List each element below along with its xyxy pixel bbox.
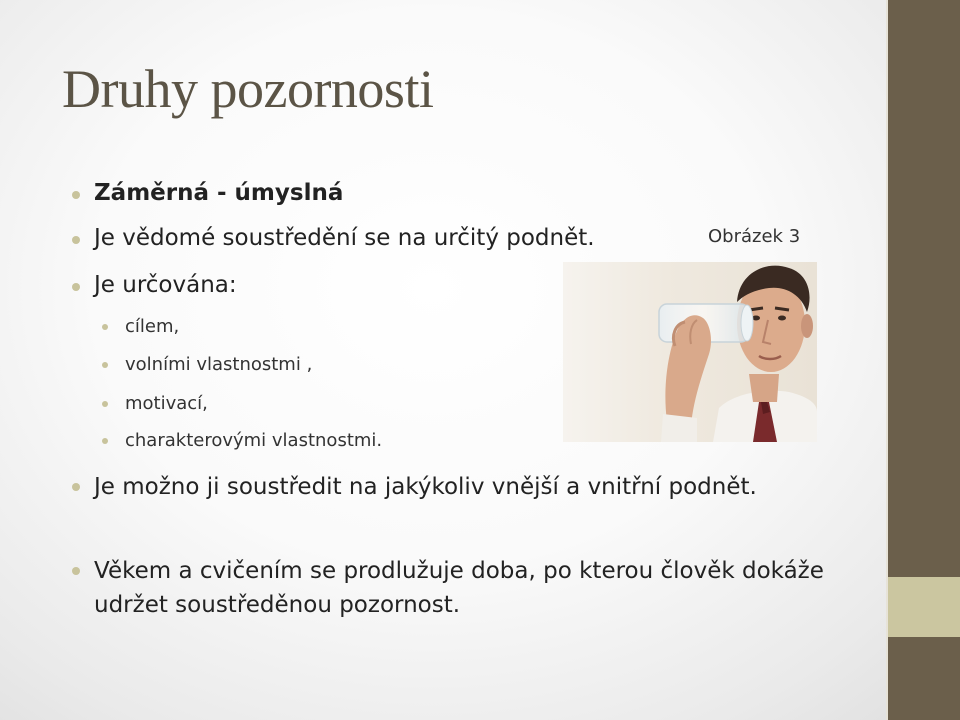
photo-illustration [563, 262, 817, 442]
sub-bullet-text: cílem, [125, 316, 180, 337]
photo-man-with-glass [563, 262, 817, 442]
sub-bullet-text: volními vlastnostmi , [125, 354, 313, 375]
bullet-dot-icon [72, 283, 80, 291]
sub-bullet-dot-icon [102, 401, 108, 407]
bullet-text: Záměrná - úmyslná [94, 180, 344, 206]
bullet-dot-icon [72, 191, 80, 199]
right-band-bottom [888, 637, 960, 720]
sub-bullet-text: motivací, [125, 393, 208, 414]
sub-bullet-dot-icon [102, 362, 108, 368]
bullet-dot-icon [72, 567, 80, 575]
right-decorative-band [888, 0, 960, 577]
sub-bullet-text: charakterovými vlastnostmi. [125, 430, 383, 451]
image-caption: Obrázek 3 [708, 226, 801, 247]
bullet-dot-icon [72, 483, 80, 491]
sub-bullet-dot-icon [102, 324, 108, 330]
sub-bullet-dot-icon [102, 438, 108, 444]
bullet-text: Je určována: [94, 272, 237, 298]
paragraph-bullet: Věkem a cvičením se prodlužuje doba, po kterou člověk dokáže udržet soustředěnou pozornost. [94, 558, 824, 618]
right-band-accent [888, 577, 960, 637]
slide-title: Druhy pozornosti [62, 59, 434, 119]
bullet-dot-icon [72, 236, 80, 244]
bullet-text: Je vědomé soustředění se na určitý podnět. [94, 225, 595, 251]
paragraph-bullet: Je možno ji soustředit na jakýkoliv vnější a vnitřní podnět. [94, 474, 757, 500]
